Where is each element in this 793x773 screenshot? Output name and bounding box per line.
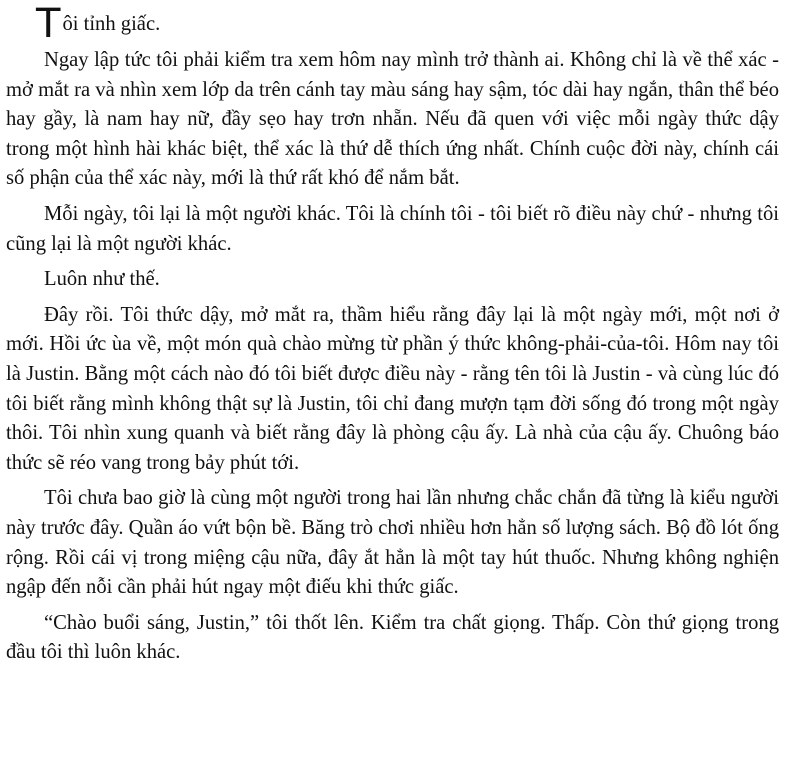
opening-text: ôi tỉnh giấc. [62,13,161,36]
paragraph-2: Mỗi ngày, tôi lại là một người khác. Tôi là chính tôi - tôi biết rõ điều này chứ - nhưng tôi cũng lại là một người khác. [6,202,779,255]
opening-line [6,1,779,47]
paragraph-5: Tôi chưa bao giờ là cùng một người trong hai lần nhưng chắc chắn đã từng là kiểu người này trước đây. Quần áo vứt bộn bề. Băng trò chơi nhiều hơn hẳn số lượng sách. Bộ đồ lót ống rộng. Rồi cái vị trong miệng cậu nữa, đây ắt hẳn là một tay hút thuốc. Nhưng không nghiện ngập đến nỗi cần phải hút ngay một điếu khi thức giấc. [6,487,779,599]
paragraph-1: Ngay lập tức tôi phải kiểm tra xem hôm nay mình trở thành ai. Không chỉ là về thể xác - mở mắt ra và nhìn xem lớp da trên cánh tay màu sáng hay sậm, tóc dài hay ngắn, thân thể béo hay gầy, là nam hay nữ, đầy sẹo hay trơn nhẵn. Nếu đã quen với việc mỗi ngày thức dậy trong một hình hài khác biệt, thể xác là thứ dễ thích ứng nhất. Chính cuộc đời này, chính cái số phận của thể xác này, mới là thứ rất khó để nắm bắt. [6,49,779,190]
paragraph-3: Luôn như thế. [44,268,160,291]
paragraph-4: Đây rồi. Tôi thức dậy, mở mắt ra, thầm hiểu rằng đây lại là một ngày mới, một nơi ở mới. Hồi ức ùa về, một món quà chào mừng từ phần ý thức không-phải-của-tôi. Hôm nay tôi là Justin. Bằng một cách nào đó tôi biết được điều này - rằng tên tôi là Justin - và cùng lúc đó tôi biết rằng mình không thật sự là Justin, tôi chỉ đang mượn tạm đời sống đó trong một ngày thôi. Tôi nhìn xung quanh và biết rằng đây là phòng cậu ấy. Là nhà của cậu ấy. Chuông báo thức sẽ réo vang trong bảy phút tới. [6,303,779,474]
document-page [6,0,779,668]
paragraph-6: “Chào buổi sáng, Justin,” tôi thốt lên. Kiểm tra chất giọng. Thấp. Còn thứ giọng trong đầu tôi thì luôn khác. [6,611,779,664]
drop-cap: T [36,1,61,47]
